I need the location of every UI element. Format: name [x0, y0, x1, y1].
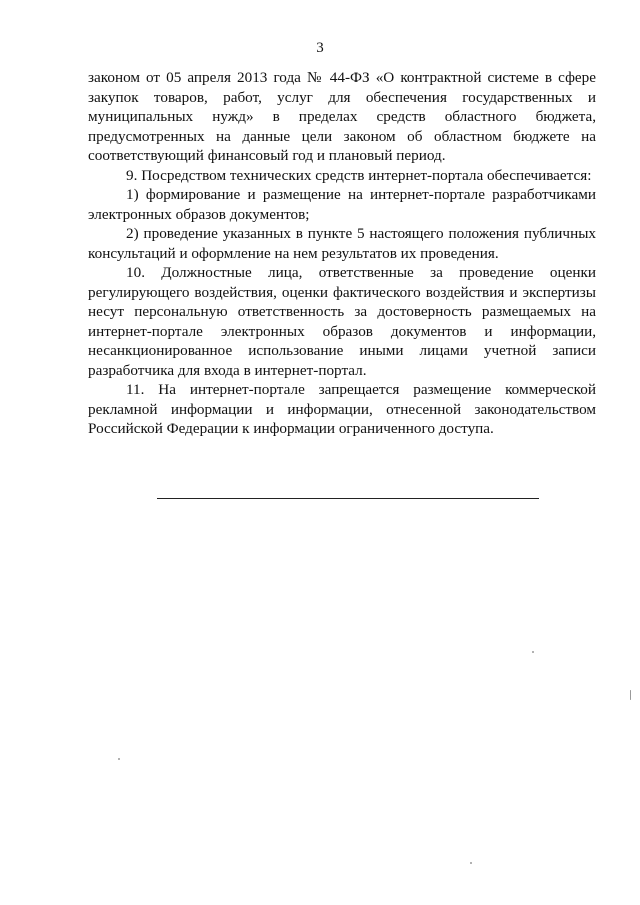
page-number: 3 [316, 40, 324, 56]
paragraph-item-9: 9. Посредством технических средств интернет-портала обеспечивается: [126, 166, 592, 184]
scan-speck [118, 758, 120, 760]
paragraph-item-10: 10. Должностные лица, ответственные за проведение оценки регулирующего воздействия, оценки фактического воздействия и экспертизы несут персональную ответственность за достоверность размещаемых на интернет-портале электронных образов документов и информации, несанкционированное использование иными лицами учетной записи разработчика для входа в интернет-портал. [88, 264, 596, 379]
paragraph-continuation: законом от 05 апреля 2013 года № 44-ФЗ «О контрактной системе в сфере закупок товаров, работ, услуг для обеспечения государственных и муниципальных нужд» в пределах средств областного бюджета, предусмотренных на данные цели законом об областном бюджете на соответствующий финансовый год и плановый период. [88, 69, 596, 164]
scan-speck [470, 862, 472, 864]
paragraph-subitem-1: 1) формирование и размещение на интернет-портале разработчиками электронных образов документов; [88, 186, 596, 223]
document-body [88, 68, 596, 439]
scan-speck [630, 690, 631, 700]
end-separator-line [157, 498, 539, 499]
paragraph-subitem-2: 2) проведение указанных в пункте 5 настоящего положения публичных консультаций и оформление на нем результатов их проведения. [88, 225, 596, 262]
scan-speck [532, 651, 534, 653]
paragraph-item-11: 11. На интернет-портале запрещается размещение коммерческой рекламной информации и информации, отнесенной законодательством Российской Федерации к информации ограниченного доступа. [88, 381, 596, 437]
